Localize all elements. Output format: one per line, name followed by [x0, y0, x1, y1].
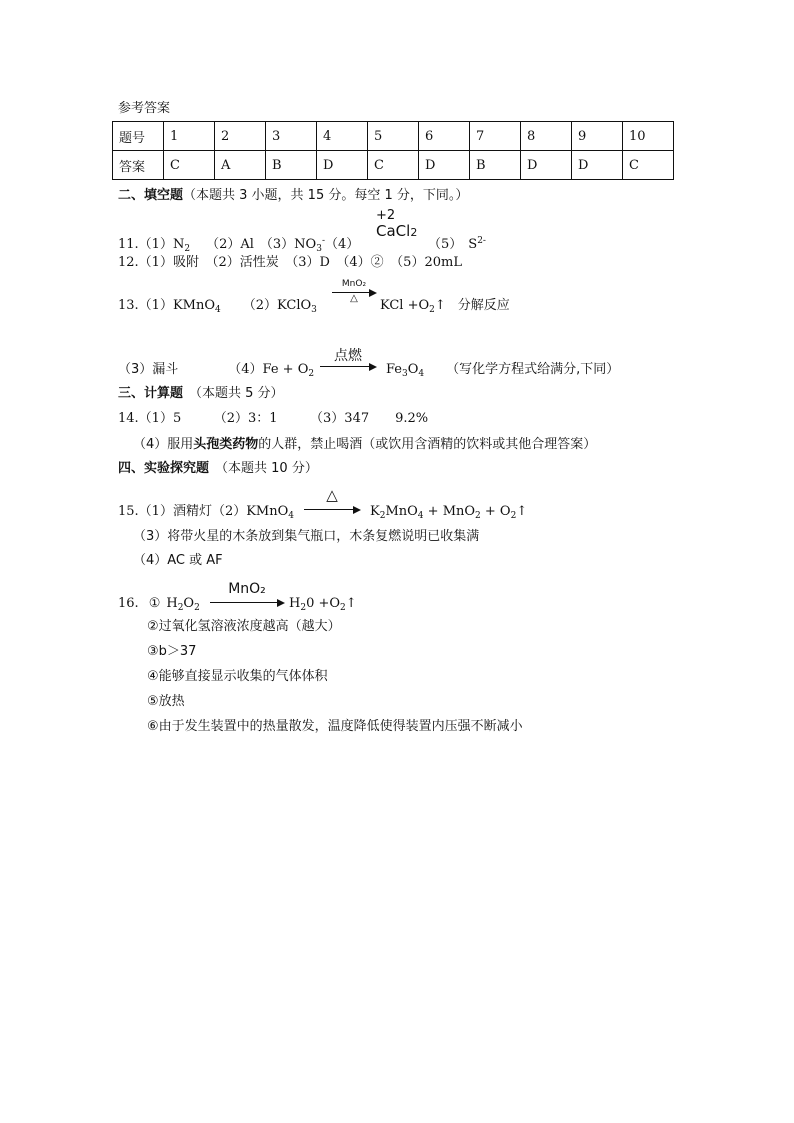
subscript: 2 [177, 603, 184, 613]
table-cell: 9 [572, 122, 623, 151]
table-cell: B [266, 151, 317, 180]
q16-part: ① [148, 596, 161, 611]
table-cell: 5 [368, 122, 419, 151]
q15-line-2: （3）将带火星的木条放到集气瓶口，木条复燃说明已收集满 [133, 529, 480, 544]
table-cell: D [317, 151, 368, 180]
answer-key-heading: 参考答案 [118, 101, 171, 116]
arrow-condition-above: △ [326, 486, 338, 504]
subscript: 4 [417, 511, 424, 521]
q13-products [380, 297, 510, 319]
table-cell: C [164, 151, 215, 180]
reaction-arrow [210, 581, 284, 603]
q11-part: 11.（1）N [118, 237, 185, 252]
table-cell-label: 答案 [113, 151, 164, 180]
formula-text: H [166, 596, 178, 611]
q13b-line [118, 361, 314, 383]
arrow-condition-above: MnO₂ [228, 581, 266, 597]
subscript: 4 [215, 305, 221, 315]
section-3-heading [118, 385, 284, 403]
q11-part: （5） [428, 237, 463, 252]
reaction-arrow [304, 486, 360, 510]
subscript: 2 [410, 226, 418, 239]
subscript: 2 [429, 305, 435, 315]
table-cell: 2 [215, 122, 266, 151]
formula-text: Fe [386, 362, 403, 377]
table-cell: C [623, 151, 674, 180]
table-cell: D [572, 151, 623, 180]
formula-text: O [407, 362, 419, 377]
arrow-condition-above: MnO₂ [341, 279, 367, 289]
q13-line [118, 297, 317, 319]
section-note: （本题共 10 分） [215, 461, 318, 476]
q13-part: （2）KClO [242, 298, 312, 313]
formula-text: CaCl [376, 222, 411, 240]
section-title: 二、填空题 [118, 188, 184, 203]
subscript: 2 [475, 511, 481, 521]
table-cell: 8 [521, 122, 572, 151]
q16-item: ④能够直接显示收集的气体体积 [147, 669, 328, 684]
q13-part: 13.（1）KMnO [118, 298, 215, 313]
reaction-arrow [320, 345, 376, 367]
table-cell: 1 [164, 122, 215, 151]
superscript: 2- [477, 236, 486, 246]
q16-item: ⑥由于发生装置中的热量散发，温度降低使得装置内压强不断减小 [147, 719, 523, 734]
q16-item: ③b＞37 [147, 644, 197, 659]
subscript: 2 [379, 511, 386, 521]
cacl2-formula [376, 222, 417, 242]
gas-arrow: ↑ [345, 596, 357, 611]
subscript: 4 [288, 511, 295, 521]
section-title: 四、实验探究题 [118, 461, 210, 476]
formula-text: + MnO [423, 504, 476, 519]
q13-part: （3）漏斗 [118, 362, 179, 377]
q14-line-2 [133, 436, 596, 454]
table-cell-label: 题号 [113, 122, 164, 151]
gas-arrow: ↑ [516, 504, 528, 519]
q16-item: ⑤放热 [147, 694, 185, 709]
q13-part: （4）Fe + O [228, 362, 309, 377]
gas-arrow: ↑ [434, 298, 446, 313]
q15-line [118, 503, 294, 525]
q13-part: KCl +O [380, 298, 430, 313]
formula-text: K [370, 504, 380, 519]
section-2-heading [118, 187, 468, 205]
table-cell: C [368, 151, 419, 180]
q14-bold: 头孢类药物 [193, 437, 259, 452]
subscript: 3 [311, 305, 317, 315]
superscript: - [321, 236, 325, 246]
q11-part: （3）NO [259, 237, 317, 252]
answer-table [112, 121, 674, 180]
q11-part: （2）Al [206, 237, 254, 252]
q11-part: S [468, 237, 478, 252]
q14-line: 14.（1）5 （2）3：1 （3）347 9.2% [118, 411, 429, 426]
table-cell: 3 [266, 122, 317, 151]
subscript: 2 [308, 369, 315, 379]
formula-text: 0 +O [306, 596, 341, 611]
subscript: 3 [316, 244, 322, 254]
subscript: 2 [184, 244, 191, 254]
section-4-heading [118, 460, 318, 478]
table-cell: A [215, 151, 266, 180]
reaction-arrow [332, 279, 376, 304]
table-cell: 4 [317, 122, 368, 151]
section-note: （本题共 5 分） [189, 386, 284, 401]
subscript: 2 [300, 603, 307, 613]
q15-line-3: （4）AC 或 AF [133, 553, 223, 568]
table-cell: D [419, 151, 470, 180]
arrow-condition-above: 点燃 [334, 348, 362, 364]
table-row-answers [113, 151, 674, 180]
q13b-products [386, 361, 619, 383]
formula-text: O [183, 596, 195, 611]
table-cell: 6 [419, 122, 470, 151]
table-cell: B [470, 151, 521, 180]
q16-part: 16. [118, 596, 139, 611]
subscript: 4 [418, 369, 425, 379]
formula-text: + O [480, 504, 511, 519]
table-cell: 10 [623, 122, 674, 151]
subscript: 2 [340, 603, 346, 613]
table-cell: 7 [470, 122, 521, 151]
section-title: 三、计算题 [118, 386, 184, 401]
subscript: 2 [510, 511, 517, 521]
q16-line [118, 595, 200, 617]
formula-text: MnO [385, 504, 418, 519]
arrow-condition-below: △ [350, 293, 358, 304]
q11-part: （4） [324, 237, 360, 252]
q12-line: 12.（1）吸附 （2）活性炭 （3）D （4）② （5）20mL [118, 255, 462, 270]
q13-note: （写化学方程式给满分,下同） [446, 362, 620, 377]
q11-tail [428, 232, 486, 254]
table-cell: D [521, 151, 572, 180]
q14-part: 的人群，禁止喝酒（或饮用含酒精的饮料或其他合理答案） [258, 437, 597, 452]
q16-item: ②过氧化氢溶液浓度越高（越大） [147, 619, 341, 634]
valence-label: +2 [376, 208, 396, 223]
q16-products [289, 595, 357, 617]
subscript: 2 [194, 603, 200, 613]
q14-part: （4）服用 [133, 437, 194, 452]
table-row-numbers [113, 122, 674, 151]
formula-text: H [289, 596, 301, 611]
section-note: （本题共 3 小题，共 15 分。每空 1 分，下同。） [183, 188, 469, 203]
q15-part: 15.（1）酒精灯（2）KMnO [118, 504, 289, 519]
q13-part: 分解反应 [457, 298, 510, 313]
q15-products [370, 503, 527, 525]
subscript: 3 [402, 369, 408, 379]
